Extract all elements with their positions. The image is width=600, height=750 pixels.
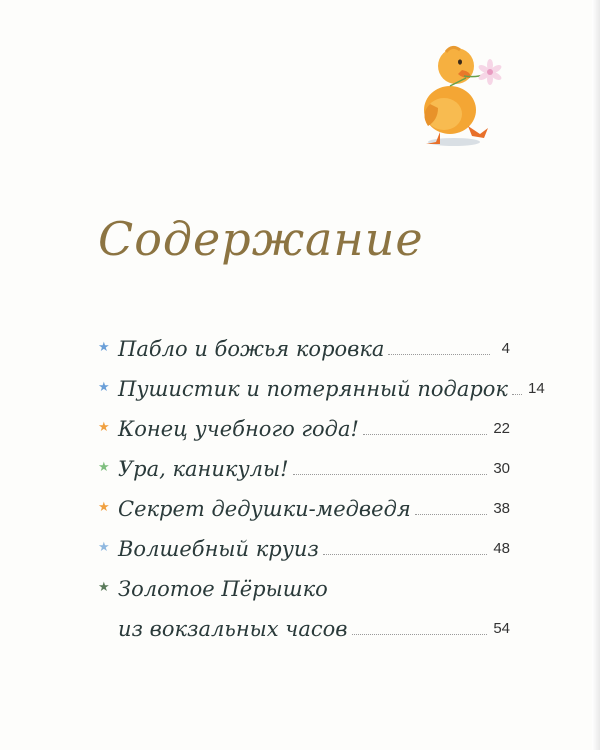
page-title: Содержание: [98, 212, 424, 266]
toc-entry[interactable]: [98, 362, 545, 402]
toc-entry[interactable]: [98, 522, 510, 562]
dot-leader: [512, 394, 522, 395]
toc-entry[interactable]: [98, 442, 510, 482]
star-icon: ★: [98, 340, 110, 355]
dot-leader: [352, 634, 488, 635]
page-edge-shadow: [592, 0, 600, 750]
toc-page-number: 4: [501, 340, 510, 357]
toc-entry[interactable]: [98, 482, 510, 522]
toc-page-number: 22: [493, 420, 510, 437]
dot-leader: [293, 474, 488, 475]
table-of-contents: [98, 322, 545, 642]
toc-entry[interactable]: [98, 562, 510, 602]
star-icon: ★: [98, 540, 110, 555]
toc-entry-title: Секрет дедушки-медведя: [118, 497, 411, 521]
dot-leader: [415, 514, 488, 515]
star-icon: ★: [98, 580, 110, 595]
toc-entry-title: Ура, каникулы!: [118, 457, 289, 481]
toc-entry-title: Конец учебного года!: [118, 417, 359, 441]
duckling-with-flower-icon: [410, 38, 506, 150]
toc-entry[interactable]: [98, 402, 510, 442]
star-icon: ★: [98, 420, 110, 435]
toc-entry-continuation[interactable]: [98, 602, 510, 642]
star-icon: ★: [98, 500, 110, 515]
toc-page-number: 30: [493, 460, 510, 477]
toc-entry[interactable]: [98, 322, 510, 362]
toc-page-number: 54: [493, 620, 510, 637]
toc-entry-title: Пушистик и потерянный подарок: [118, 377, 508, 401]
dot-leader: [323, 554, 487, 555]
dot-leader: [363, 434, 487, 435]
toc-entry-title: Волшебный круиз: [118, 537, 319, 561]
star-icon: ★: [98, 460, 110, 475]
toc-page-number: 38: [493, 500, 510, 517]
toc-entry-title-line2: из вокзальных часов: [118, 617, 348, 641]
dot-leader: [388, 354, 490, 355]
star-icon: ★: [98, 380, 110, 395]
toc-entry-title: Золотое Пёрышко: [118, 577, 328, 601]
toc-page-number: 48: [493, 540, 510, 557]
toc-entry-title: Пабло и божья коровка: [118, 337, 385, 361]
toc-page-number: 14: [527, 380, 545, 397]
